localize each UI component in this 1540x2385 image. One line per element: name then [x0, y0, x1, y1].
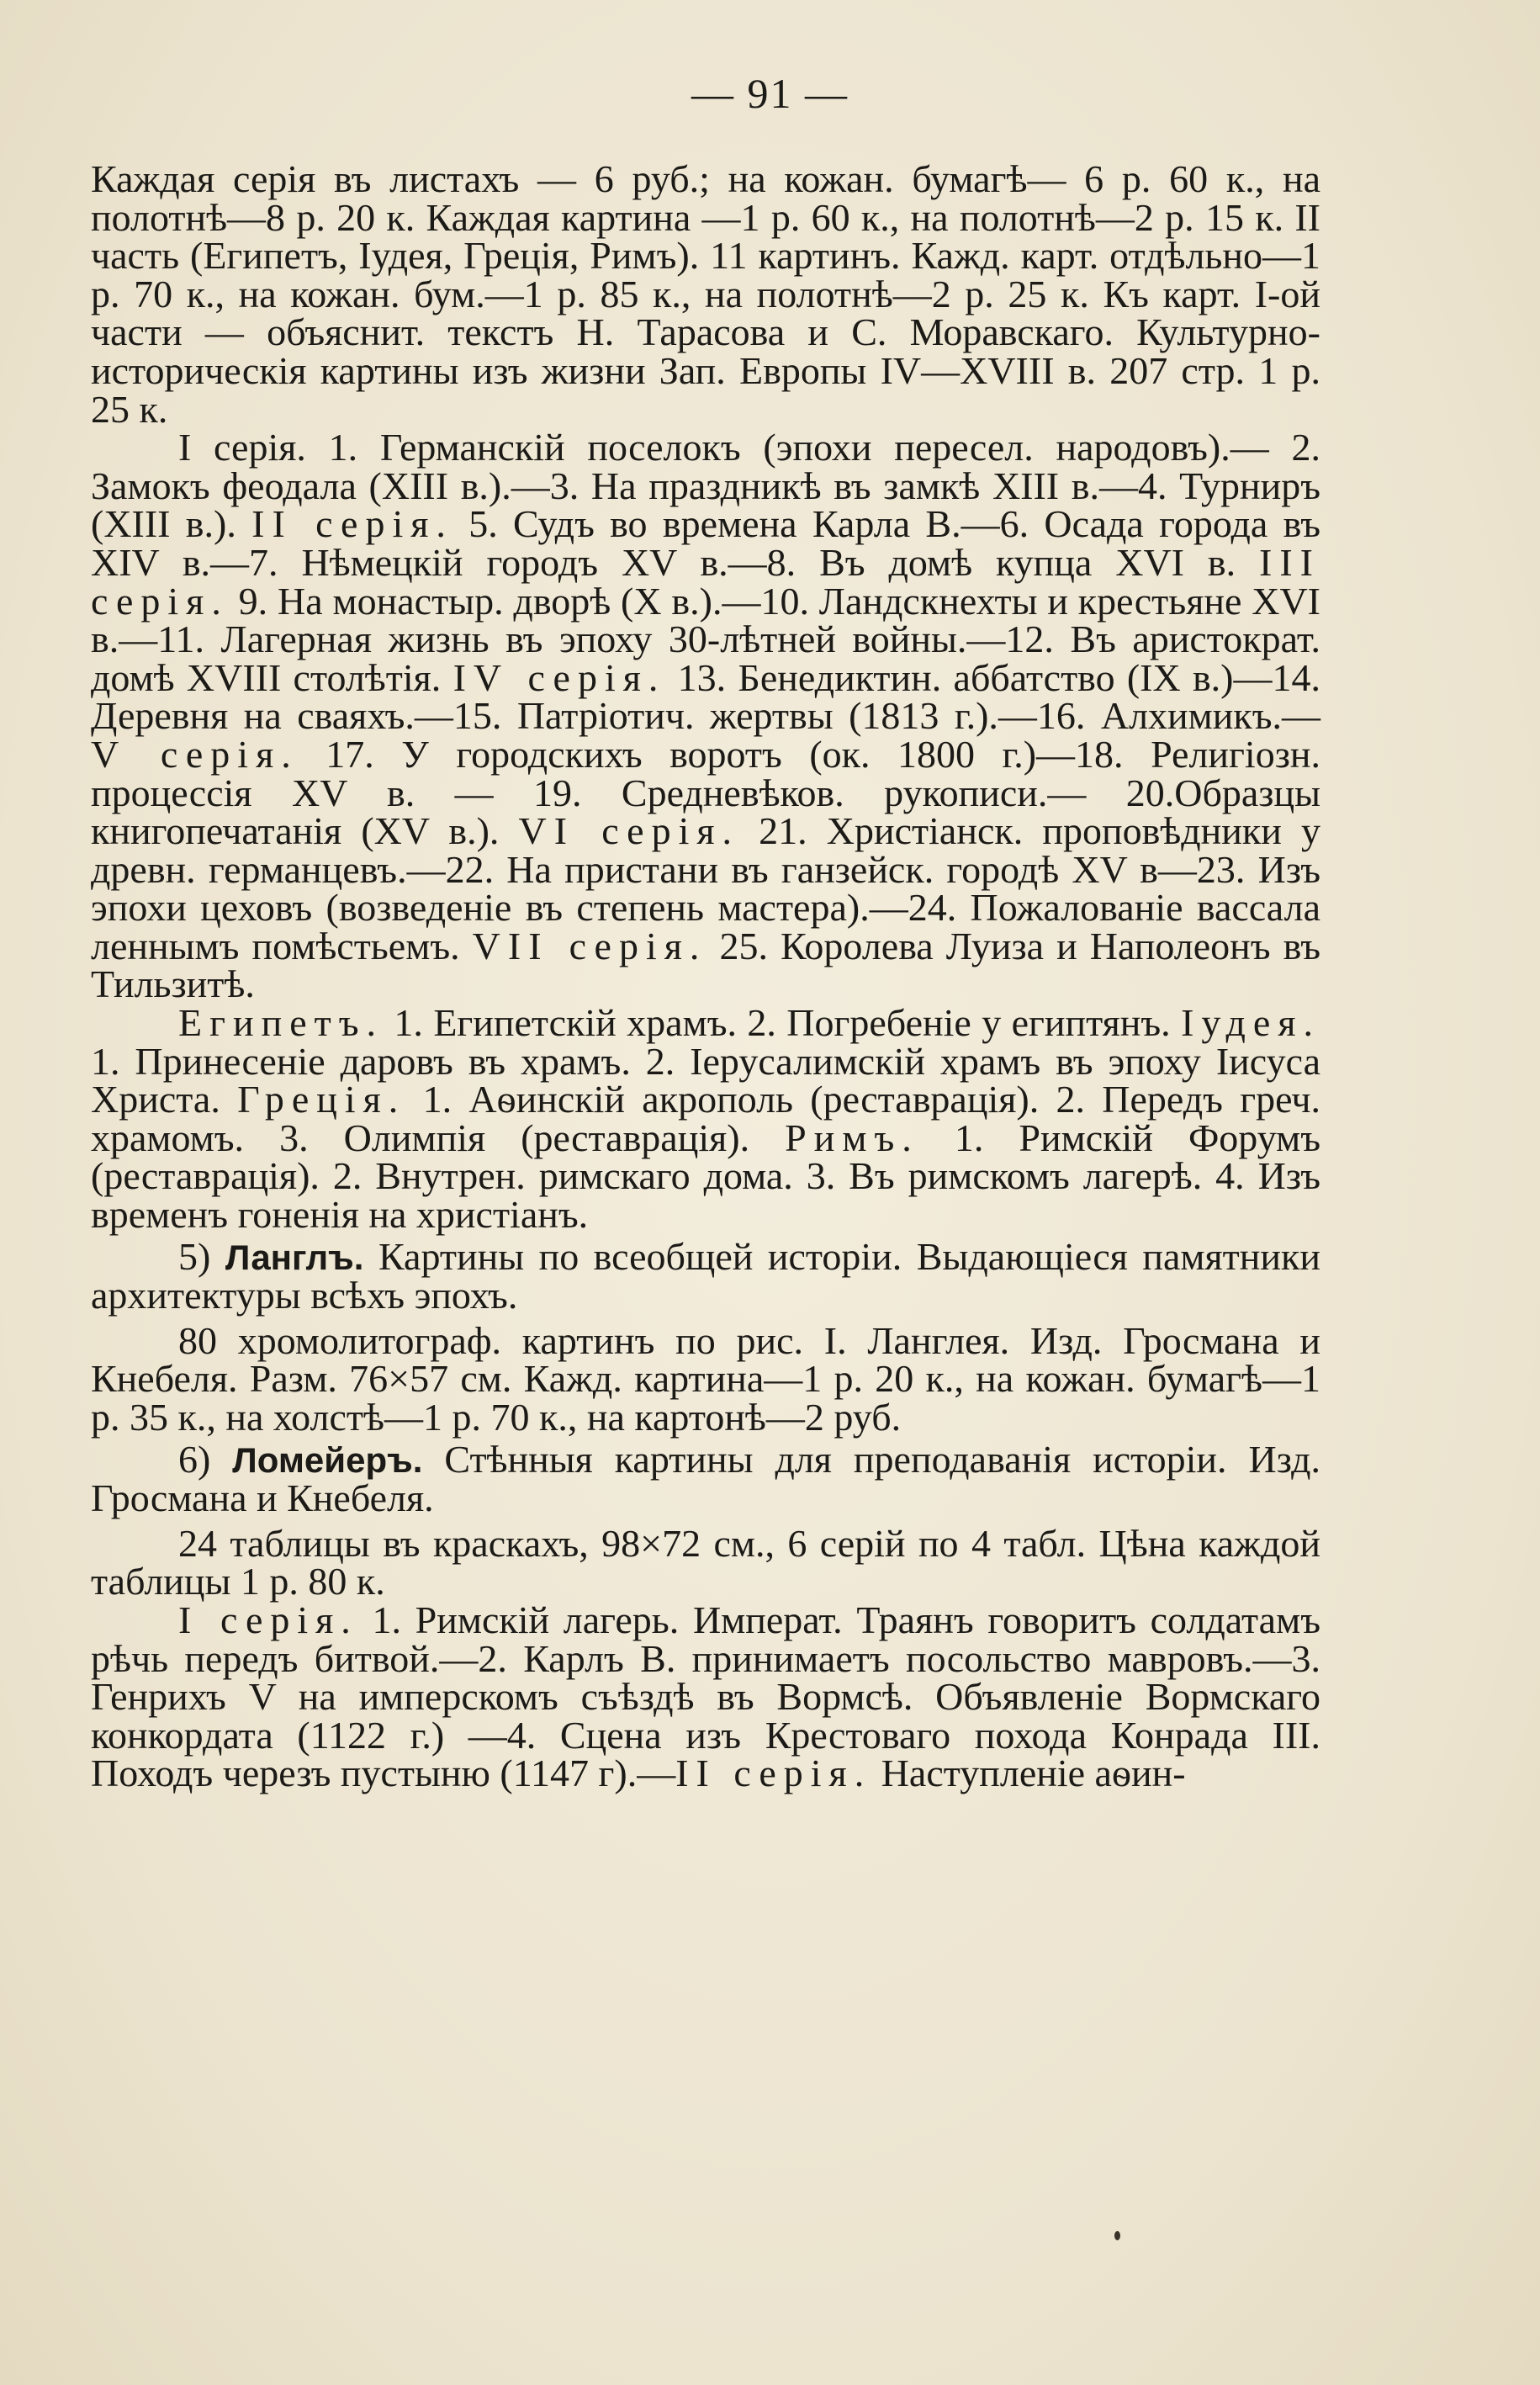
- section-text-egypt: 1. Египетскій храмъ. 2. Погребеніе у египтянъ.: [384, 1001, 1182, 1045]
- paragraph-lomeyer-details: 24 таблицы въ краскахъ, 98×72 см., 6 серій по 4 табл. Цѣна каждой таблицы 1 р. 80 к.: [91, 1521, 1320, 1603]
- paragraph-series-list: [91, 428, 1320, 1004]
- series-label: I серія.: [178, 1598, 358, 1641]
- section-label-egypt: Египетъ.: [178, 1001, 384, 1045]
- series-text: 5. Судъ во времена Карла В.—6. Осада города въ XIV в.—7. Нѣмецкій городъ XV в.—8. Въ домѣ купца XVI в.: [91, 502, 1321, 584]
- section-text-rome: 1. Римскій Форумъ (реставрація). 2. Внутрен. римскаго дома. 3. Въ римскомъ лагерѣ. 4. Изъ временъ гоненія на христіанъ.: [91, 1116, 1320, 1237]
- entry-lomeyer: [91, 1437, 1320, 1520]
- page-body: [91, 157, 1321, 1795]
- paragraph-langl-details: 80 хромолитограф. картинъ по рис. І. Ланглея. Изд. Гросмана и Кнебеля. Разм. 76×57 см. Кажд. картина—1 р. 20 к., на кожан. бумагѣ—1 р. 35 к., на холстѣ—1 р. 70 к., на картонѣ—2 руб.: [91, 1318, 1320, 1439]
- series-text: 21. Христіанск. проповѣдники у древн. германцевъ.—22. На пристани въ ганзейск. городѣ XV в—23. Изъ эпохи цеховъ (возведеніе въ степень мастера).—24. Пожалованіе вассала леннымъ помѣстьемъ.: [91, 809, 1320, 967]
- series-label: II серія.: [251, 502, 453, 546]
- series-text: 1. Германскій поселокъ (эпохи пересел. народовъ).— 2. Замокъ феодала (XIII в.).—3. На праздникѣ въ замкѣ XIII в.—4. Турниръ (XIII в.).: [91, 426, 1320, 546]
- series-label: VI серія.: [518, 809, 740, 853]
- series-label: III серія.: [91, 540, 1320, 623]
- series-text: 13. Бенедиктин. аббатство (IX в.)—14. Деревня на сваяхъ.—15. Патріотич. жертвы (1813 г.).—16. Алхимикъ.—: [91, 655, 1320, 738]
- series-label: I серія.: [178, 426, 306, 469]
- page-number: — 91 —: [691, 70, 849, 117]
- entry-heading-lomeyer: Ломейеръ.: [232, 1439, 423, 1480]
- ink-speck: [1114, 2231, 1120, 2240]
- series-text: 17. У городскихъ воротъ (ок. 1800 г.)—18. Религіозн. процессія XV в. — 19. Средневѣков. рукописи.— 20.Образцы книгопечатанія (XV в.).: [91, 732, 1320, 853]
- entry-heading-langl: Ланглъ.: [225, 1237, 364, 1277]
- series-label: VII серія.: [472, 924, 707, 967]
- section-text-greece: 1. Аѳинскій акрополь (реставрація). 2. Передъ греч. храмомъ. 3. Олимпія (реставрація).: [91, 1078, 1320, 1159]
- section-label-rome: Римъ.: [785, 1116, 919, 1159]
- entry-langl: [91, 1234, 1320, 1317]
- paragraph-ancient-world: [91, 1001, 1320, 1237]
- entry-description: Стѣнныя картины для преподаванія исторіи. Изд. Гросмана и Кнебеля.: [91, 1437, 1320, 1520]
- section-text-judea: 1. Принесеніе даровъ въ храмъ. 2. Іерусалимскій храмъ въ эпоху Іисуса Христа.: [91, 1039, 1320, 1121]
- series-text: 1. Римскій лагерь. Императ. Траянъ говоритъ солдатамъ рѣчь передъ битвой.—2. Карлъ В. принимаетъ посольство мавровъ.—3. Генрихъ V на имперскомъ съѣздѣ въ Вормсѣ. Объявленіе Вормскаго конкордата (1122 г.) —4. Сцена изъ Крестоваго похода Конрада III. Походъ черезъ пустыню (1147 г).—: [91, 1598, 1320, 1795]
- series-text: 25. Королева Луиза и Наполеонъ въ Тильзитѣ.: [91, 924, 1320, 1006]
- entry-number: 6): [178, 1437, 233, 1481]
- section-label-greece: Греція.: [237, 1078, 406, 1121]
- series-label: II серія.: [675, 1752, 872, 1795]
- series-label: IV серія.: [452, 655, 666, 699]
- series-text: Наступленіе аѳин-: [871, 1752, 1186, 1795]
- series-text: 9. На монастыр. дворѣ (X в.).—10. Ландскнехты и крестьяне XVI в.—11. Лагерная жизнь въ эпоху 30-лѣтней войны.—12. Въ аристократ. домѣ XVIII столѣтія.: [91, 579, 1320, 699]
- paragraph-lomeyer-series: [91, 1598, 1320, 1795]
- section-label-judea: Іудея.: [1181, 1001, 1320, 1045]
- entry-number: 5): [178, 1234, 225, 1278]
- series-label: V серія.: [91, 732, 299, 776]
- paragraph-prices: Каждая серія въ листахъ — 6 руб.; на кожан. бумагѣ— 6 р. 60 к., на полотнѣ—8 р. 20 к. Каждая картина —1 р. 60 к., на полотнѣ—2 р. 15 к. II часть (Египетъ, Іудея, Греція, Римъ). 11 картинъ. Кажд. карт. отдѣльно—1 р. 70 к., на кожан. бум.—1 р. 85 к., на полотнѣ—2 р. 25 к. Къ карт. І-ой части — объяснит. текстъ Н. Тарасова и С. Моравскаго. Культурно-историческія картины изъ жизни Зап. Европы IV—XVIII в. 207 стр. 1 р. 25 к.: [91, 157, 1320, 431]
- entry-description: Картины по всеобщей исторіи. Выдающіеся памятники архитектуры всѣхъ эпохъ.: [91, 1234, 1320, 1317]
